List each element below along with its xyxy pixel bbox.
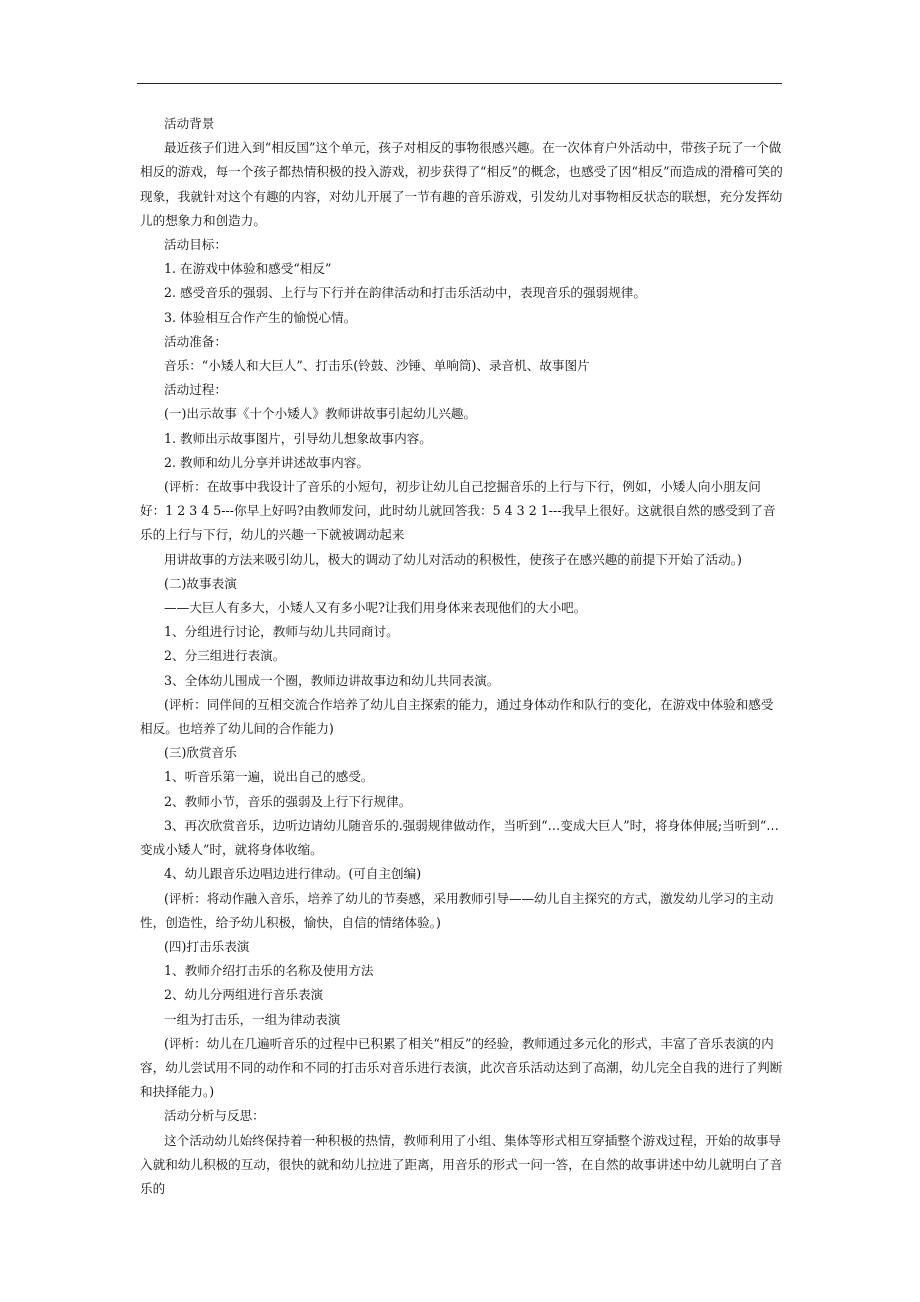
heading-background: 活动背景 [164, 116, 215, 131]
header-rule [137, 83, 782, 84]
heading-reflection: 活动分析与反思： [164, 1108, 265, 1124]
section-4-note: 一组为打击乐，一组为律动表演 [164, 1011, 341, 1027]
heading-process: 活动过程： [164, 382, 227, 398]
goal-item-3: 3. 体验相互合作产生的愉悦心情。 [164, 309, 357, 325]
paragraph-background: 最近孩子们进入到“相反国”这个单元，孩子对相反的事物很感兴趣。在一次体育户外活动中，带孩子玩了一个做相反的游戏，每一个孩子都热情积极的投入游戏，初步获得了“相反”的概念，也感受了因“相反”而造成的滑稽可笑的现象，我就针对这个有趣的内容，对幼儿开展了一节有趣的音乐游戏，引发幼儿对事物相反状态的联想，充分发挥幼儿的想象力和创造力。 [140, 140, 783, 228]
section-1-analysis-continued: 用讲故事的方法来吸引幼儿，极大的调动了幼儿对活动的积极性，使孩子在感兴趣的前提下开始了活动。) [164, 551, 742, 567]
section-1-item-1: 1. 教师出示故事图片，引导幼儿想象故事内容。 [164, 430, 432, 446]
section-4-item-1: 1、教师介绍打击乐的名称及使用方法 [164, 963, 374, 979]
section-3-analysis: (评析：将动作融入音乐，培养了幼儿的节奏感，采用教师引导——幼儿自主探究的方式，激发幼儿学习的主动性，创造性，给予幼儿积极，愉快，自信的情绪体验。) [140, 890, 774, 930]
goal-item-1: 1. 在游戏中体验和感受“相反” [164, 261, 332, 277]
heading-goals: 活动目标： [164, 237, 227, 253]
paragraph-preparation: 音乐：“小矮人和大巨人”、打击乐(铃鼓、沙锤、单响筒)、录音机、故事图片 [164, 358, 590, 374]
section-4-analysis: (评析：幼儿在几遍听音乐的过程中已积累了相关“相反”的经验，教师通过多元化的形式，丰富了音乐表演的内容，幼儿尝试用不同的动作和不同的打击乐对音乐进行表演，此次音乐活动达到了高潮，幼儿完全自我的进行了判断和抉择能力。) [140, 1035, 783, 1100]
section-1-item-2: 2. 教师和幼儿分享并讲述故事内容。 [164, 454, 369, 470]
section-2-analysis: (评析：同伴间的互相交流合作培养了幼儿自主探索的能力，通过身体动作和队行的变化，在游戏中体验和感受相反。也培养了幼儿间的合作能力) [140, 696, 774, 737]
section-2-item-3: 3、全体幼儿围成一个圈，教师边讲故事边和幼儿共同表演。 [164, 672, 500, 688]
document-body [140, 112, 785, 1201]
section-2-title: (二)故事表演 [164, 575, 237, 591]
section-4-item-2: 2、幼儿分两组进行音乐表演 [164, 987, 324, 1003]
section-2-intro: ——大巨人有多大，小矮人又有多小呢?让我们用身体来表现他们的大小吧。 [164, 600, 587, 616]
section-3-title: (三)欣赏音乐 [164, 745, 237, 761]
section-2-item-2: 2、分三组进行表演。 [164, 648, 286, 664]
section-3-item-1: 1、听音乐第一遍，说出自己的感受。 [164, 769, 374, 785]
paragraph-reflection: 这个活动幼儿始终保持着一种积极的热情，教师利用了小组、集体等形式相互穿插整个游戏过程，开始的故事导入就和幼儿积极的互动，很快的就和幼儿拉进了距离，用音乐的形式一问一答，在自然的故事讲述中幼儿就明白了音乐的 [140, 1132, 783, 1196]
section-3-item-3: 3、再次欣赏音乐，边听边请幼儿随音乐的.强弱规律做动作，当听到“…变成大巨人”时，将身体伸展;当听到“…变成小矮人”时，就将身体收缩。 [140, 817, 779, 858]
section-4-title: (四)打击乐表演 [164, 938, 250, 954]
section-1-analysis: (评析：在故事中我设计了音乐的小短句，初步让幼儿自己挖掘音乐的上行与下行，例如，小矮人向小朋友问好：1 2 3 4 5---你早上好吗?由教师发问，此时幼儿就回答我：5 4 3 2 1---我早上很好。这就很自然的感受到了音乐的上行与下行，幼儿的兴趣一下就被调动起来 [140, 479, 776, 543]
section-2-item-1: 1、分组进行讨论，教师与幼儿共同商讨。 [164, 624, 399, 640]
goal-item-2: 2. 感受音乐的强弱、上行与下行并在韵律活动和打击乐活动中，表现音乐的强弱规律。 [164, 285, 646, 301]
heading-preparation: 活动准备： [164, 333, 227, 349]
section-3-item-4: 4、幼儿跟音乐边唱边进行律动。(可自主创编) [164, 866, 422, 882]
section-3-item-2: 2、教师小节，音乐的强弱及上行下行规律。 [164, 793, 412, 809]
section-1-title: (一)出示故事《十个小矮人》教师讲故事引起幼儿兴趣。 [164, 406, 477, 422]
